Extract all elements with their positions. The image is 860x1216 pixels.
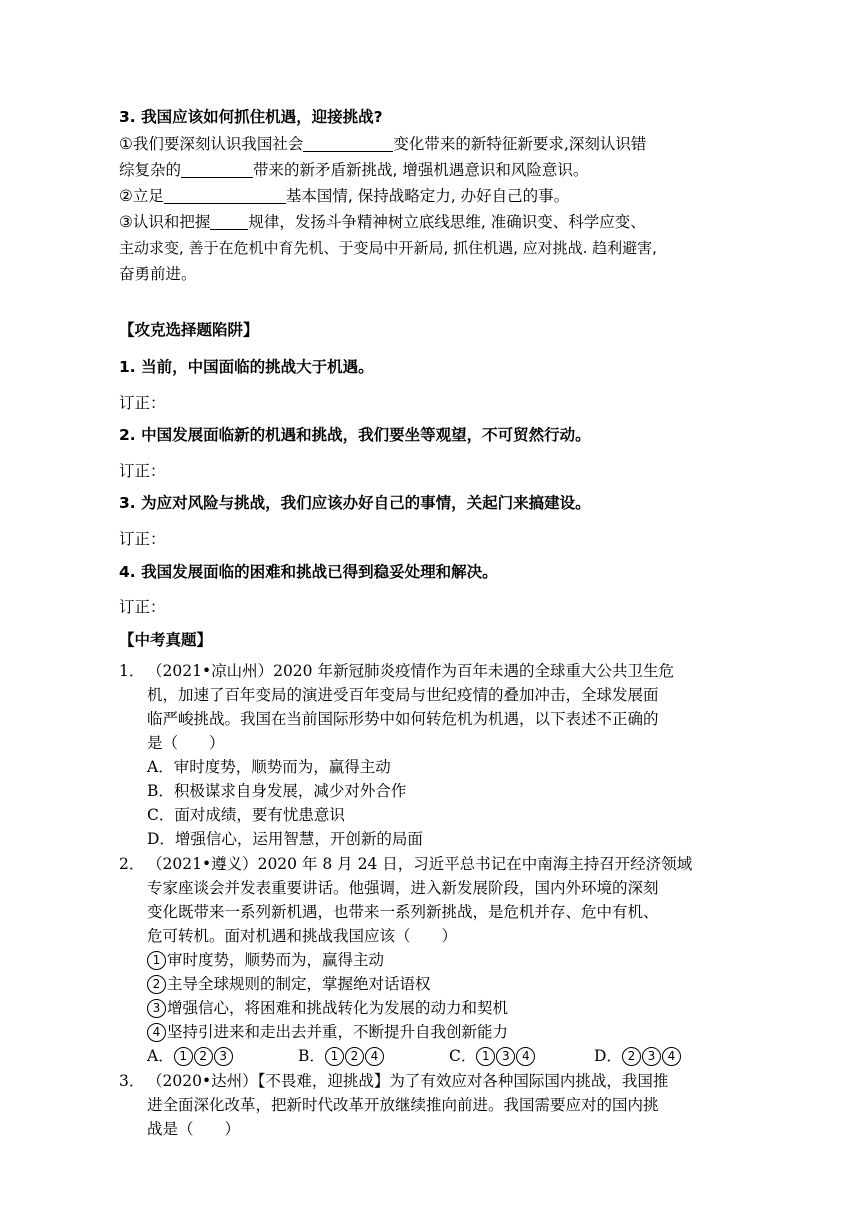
question-text-line: 变化既带来一系列新机遇，也带来一系列新挑战，是危机并存、危中有机、	[147, 903, 659, 921]
question-text-line: 战是（ ）	[147, 1120, 241, 1138]
fill-blank[interactable]	[181, 161, 253, 178]
text-segment: 基本国情, 保持战略定力, 办好自己的事。	[285, 187, 570, 205]
circled-number-icon: 1	[476, 1047, 495, 1066]
answer-option-c[interactable]	[449, 1045, 536, 1067]
circled-number-icon: 3	[642, 1047, 661, 1066]
text-segment: 带来的新矛盾新挑战, 增强机遇意识和风险意识。	[253, 161, 589, 179]
question-text-line: 机，加速了百年变局的演进受百年变局与世纪疫情的叠加冲击，全球发展面	[147, 686, 659, 704]
text-segment: ②立足	[119, 187, 164, 205]
option-b[interactable]: B．积极谋求自身发展，减少对外合作	[147, 782, 407, 800]
answer-label: D．	[594, 1047, 622, 1065]
paragraph-3-line-1	[119, 211, 646, 233]
answer-label: A．	[147, 1047, 174, 1065]
correction-label: 订正：	[119, 530, 166, 548]
exam-heading: 【中考真题】	[119, 631, 213, 649]
text-segment: 综复杂的	[119, 161, 182, 179]
question-text-line: 进全面深化改革，把新时代改革开放继续推向前进。我国需要应对的国内挑	[147, 1096, 659, 1114]
correction-label: 订正：	[119, 462, 166, 480]
question-number: 2．	[119, 855, 145, 873]
text-segment: ③认识和把握	[119, 213, 211, 231]
option-a[interactable]: A．审时度势，顺势而为，赢得主动	[147, 758, 391, 776]
question-text-line: （2021•凉山州）2020 年新冠肺炎疫情作为百年未遇的全球重大公共卫生危	[147, 662, 674, 680]
text-segment: ①我们要深刻认识我国社会	[119, 135, 304, 153]
circled-number-icon: 4	[147, 1023, 166, 1042]
circled-number-icon: 2	[622, 1047, 641, 1066]
question-text-line: （2020•达州）【不畏难，迎挑战】为了有效应对各种国际国内挑战，我国推	[147, 1072, 669, 1090]
question-text-line: 危可转机。面对机遇和挑战我国应该（ ）	[147, 927, 458, 945]
paragraph-1-line-2	[119, 159, 588, 181]
question-text-line: （2021•遵义）2020 年 8 月 24 日，习近平总书记在中南海主持召开经济领域	[147, 855, 693, 873]
paragraph-2	[119, 185, 569, 207]
text-segment: 变化带来的新特征新要求,深刻认识错	[393, 135, 647, 153]
trap-item: 3. 为应对风险与挑战，我们应该办好自己的事情，关起门来搞建设。	[119, 494, 591, 512]
circled-number-icon: 3	[147, 999, 166, 1018]
option-c[interactable]: C．面对成绩，要有忧患意识	[147, 806, 345, 824]
circled-item	[147, 1021, 508, 1043]
circled-number-icon: 4	[662, 1047, 681, 1066]
question-text-line: 专家座谈会并发表重要讲话。他强调，进入新发展阶段，国内外环境的深刻	[147, 879, 659, 897]
circled-item	[147, 997, 508, 1019]
circled-item-text: 主导全球规则的制定，掌握绝对话语权	[167, 975, 431, 993]
circled-number-icon: 2	[147, 975, 166, 994]
trap-item: 2. 中国发展面临新的机遇和挑战，我们要坐等观望，不可贸然行动。	[119, 426, 591, 444]
circled-number-icon: 4	[516, 1047, 535, 1066]
question-text-line: 临严峻挑战。我国在当前国际形势中如何转危机为机遇，以下表述不正确的	[147, 710, 659, 728]
trap-item: 4. 我国发展面临的困难和挑战已得到稳妥处理和解决。	[119, 563, 498, 581]
answer-option-b[interactable]	[298, 1045, 385, 1067]
circled-item-text: 增强信心，将困难和挑战转化为发展的动力和契机	[167, 999, 509, 1017]
answer-option-d[interactable]	[594, 1045, 682, 1067]
circled-item-text: 坚持引进来和走出去并重，不断提升自我创新能力	[167, 1023, 509, 1041]
traps-heading: 【攻克选择题陷阱】	[119, 321, 259, 339]
paragraph-3-line-3: 奋勇前进。	[119, 265, 197, 283]
circled-number-icon: 2	[194, 1047, 213, 1066]
section-title: 3. 我国应该如何抓住机遇，迎接挑战?	[119, 108, 383, 126]
circled-item	[147, 973, 431, 995]
circled-number-icon: 3	[496, 1047, 515, 1066]
circled-number-icon: 1	[325, 1047, 344, 1066]
answer-label: C．	[449, 1047, 477, 1065]
question-number: 3．	[119, 1072, 145, 1090]
question-number: 1．	[119, 662, 145, 680]
paragraph-1-line-1	[119, 133, 646, 155]
trap-item: 1. 当前，中国面临的挑战大于机遇。	[119, 358, 374, 376]
option-d[interactable]: D．增强信心，运用智慧，开创新的局面	[147, 830, 423, 848]
circled-number-icon: 1	[174, 1047, 193, 1066]
correction-label: 订正：	[119, 598, 166, 616]
fill-blank[interactable]	[210, 213, 248, 230]
paragraph-3-line-2: 主动求变, 善于在危机中育先机、于变局中开新局, 抓住机遇, 应对挑战. 趋利避害,	[119, 239, 657, 257]
circled-number-icon: 1	[147, 951, 166, 970]
circled-number-icon: 3	[214, 1047, 233, 1066]
circled-number-icon: 2	[345, 1047, 364, 1066]
circled-item	[147, 949, 384, 971]
text-segment: 规律，发扬斗争精神树立底线思维, 准确识变、科学应变、	[248, 213, 646, 231]
answer-label: B．	[298, 1047, 325, 1065]
answer-option-a[interactable]	[147, 1045, 234, 1067]
fill-blank[interactable]	[303, 135, 393, 152]
question-text-line: 是（ ）	[147, 734, 225, 752]
circled-number-icon: 4	[365, 1047, 384, 1066]
correction-label: 订正：	[119, 394, 166, 412]
fill-blank[interactable]	[164, 187, 286, 204]
circled-item-text: 审时度势，顺势而为，赢得主动	[167, 951, 385, 969]
